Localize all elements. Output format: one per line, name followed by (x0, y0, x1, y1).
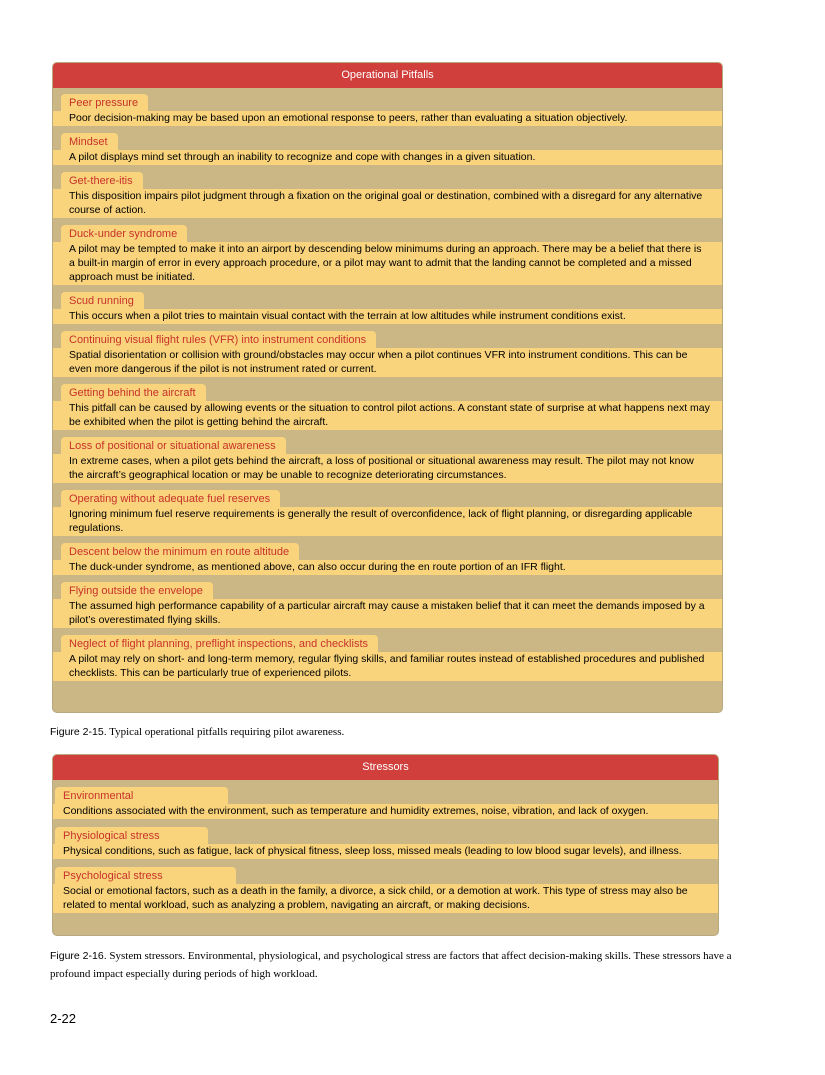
pitfall-label: Operating without adequate fuel reserves (61, 490, 280, 507)
pitfall-item (53, 628, 722, 681)
pitfall-item (53, 88, 722, 126)
pitfall-text: A pilot displays mind set through an inability to recognize and cope with changes in a given situation. (53, 150, 722, 165)
pitfall-label: Neglect of flight planning, preflight inspections, and checklists (61, 635, 378, 652)
pitfall-label: Scud running (61, 292, 144, 309)
pitfall-label: Flying outside the envelope (61, 582, 213, 599)
pitfall-item (53, 575, 722, 628)
stressor-label: Environmental (55, 787, 228, 804)
pitfall-label: Peer pressure (61, 94, 148, 111)
pitfall-text: The assumed high performance capability of a particular aircraft may cause a mistaken belief that it can meet the demands imposed by a pilot’s overestimated flying skills. (53, 599, 722, 628)
pitfall-item (53, 483, 722, 536)
pitfall-text: This occurs when a pilot tries to maintain visual contact with the terrain at low altitudes while instrument conditions exist. (53, 309, 722, 324)
figure-16-label: Figure 2-16. (50, 950, 107, 962)
pitfall-text: In extreme cases, when a pilot gets behind the aircraft, a loss of positional or situational awareness may result. The pilot may not know the aircraft’s geographical location or may be unable to recognize deteriorating circumstances. (53, 454, 722, 483)
pitfall-item (53, 165, 722, 218)
stressor-text: Physical conditions, such as fatigue, lack of physical fitness, sleep loss, missed meals (leading to low blood sugar levels), and illness. (53, 844, 718, 859)
pitfall-label: Descent below the minimum en route altitude (61, 543, 299, 560)
pitfall-item (53, 430, 722, 483)
pitfall-text: This disposition impairs pilot judgment through a fixation on the original goal or destination, combined with a disregard for any alternative course of action. (53, 189, 722, 218)
pitfall-text: A pilot may be tempted to make it into an airport by descending below minimums during an approach. There may be a belief that there is a built-in margin of error in every approach procedure, or a pilot may want to admit that the landing cannot be completed and a missed approach must be initiated. (53, 242, 722, 285)
pitfall-label: Continuing visual flight rules (VFR) into instrument conditions (61, 331, 376, 348)
figure-15-caption-text: Typical operational pitfalls requiring pilot awareness. (106, 726, 345, 738)
pitfall-label: Loss of positional or situational awareness (61, 437, 286, 454)
pitfall-text: The duck-under syndrome, as mentioned above, can also occur during the en route portion of an IFR flight. (53, 560, 722, 575)
pitfall-label: Getting behind the aircraft (61, 384, 206, 401)
figure-15-label: Figure 2-15. (50, 726, 107, 738)
pitfall-text: Spatial disorientation or collision with ground/obstacles may occur when a pilot continues VFR into instrument conditions. This can be even more dangerous if the pilot is not instrument rated or current. (53, 348, 722, 377)
pitfall-item (53, 536, 722, 575)
pitfall-item (53, 218, 722, 285)
pitfall-item (53, 126, 722, 165)
page-number: 2-22 (50, 1011, 77, 1026)
operational-pitfalls-title: Operational Pitfalls (53, 63, 722, 88)
stressor-label: Physiological stress (55, 827, 208, 844)
stressor-item (53, 780, 718, 819)
pitfall-item (53, 285, 722, 324)
pitfall-label: Mindset (61, 133, 118, 150)
operational-pitfalls-list (53, 88, 722, 681)
pitfall-label: Duck-under syndrome (61, 225, 187, 242)
pitfall-item (53, 377, 722, 430)
pitfall-text: Ignoring minimum fuel reserve requirements is generally the result of overconfidence, lack of flight planning, or disregarding applicable regulations. (53, 507, 722, 536)
figure-16-caption-text: System stressors. Environmental, physiological, and psychological stress are factors that affect decision-making skills. These stressors have a profound impact especially during periods of high workload. (50, 950, 732, 980)
pitfall-text: A pilot may rely on short- and long-term memory, regular flying skills, and familiar routes instead of established procedures and published checklists. This can be particularly true of experienced pilots. (53, 652, 722, 681)
pitfall-text: This pitfall can be caused by allowing events or the situation to control pilot actions. A constant state of surprise at what happens next may be exhibited when the pilot is getting behind the aircraft. (53, 401, 722, 430)
pitfall-label: Get-there-itis (61, 172, 143, 189)
stressor-item (53, 819, 718, 859)
stressor-item (53, 859, 718, 913)
stressor-text: Conditions associated with the environment, such as temperature and humidity extremes, noise, vibration, and lack of oxygen. (53, 804, 718, 819)
pitfall-item (53, 324, 722, 377)
stressors-figure (52, 754, 719, 936)
stressor-label: Psychological stress (55, 867, 236, 884)
stressors-list (53, 780, 718, 913)
stressors-title: Stressors (53, 755, 718, 780)
figure-15-caption (50, 723, 344, 741)
stressor-text: Social or emotional factors, such as a death in the family, a divorce, a sick child, or a demotion at work. This type of stress may also be related to mental workload, such as analyzing a problem, navigating an aircraft, or making decisions. (53, 884, 718, 913)
operational-pitfalls-figure (52, 62, 723, 713)
figure-16-caption (50, 947, 740, 983)
pitfall-text: Poor decision-making may be based upon an emotional response to peers, rather than evaluating a situation objectively. (53, 111, 722, 126)
